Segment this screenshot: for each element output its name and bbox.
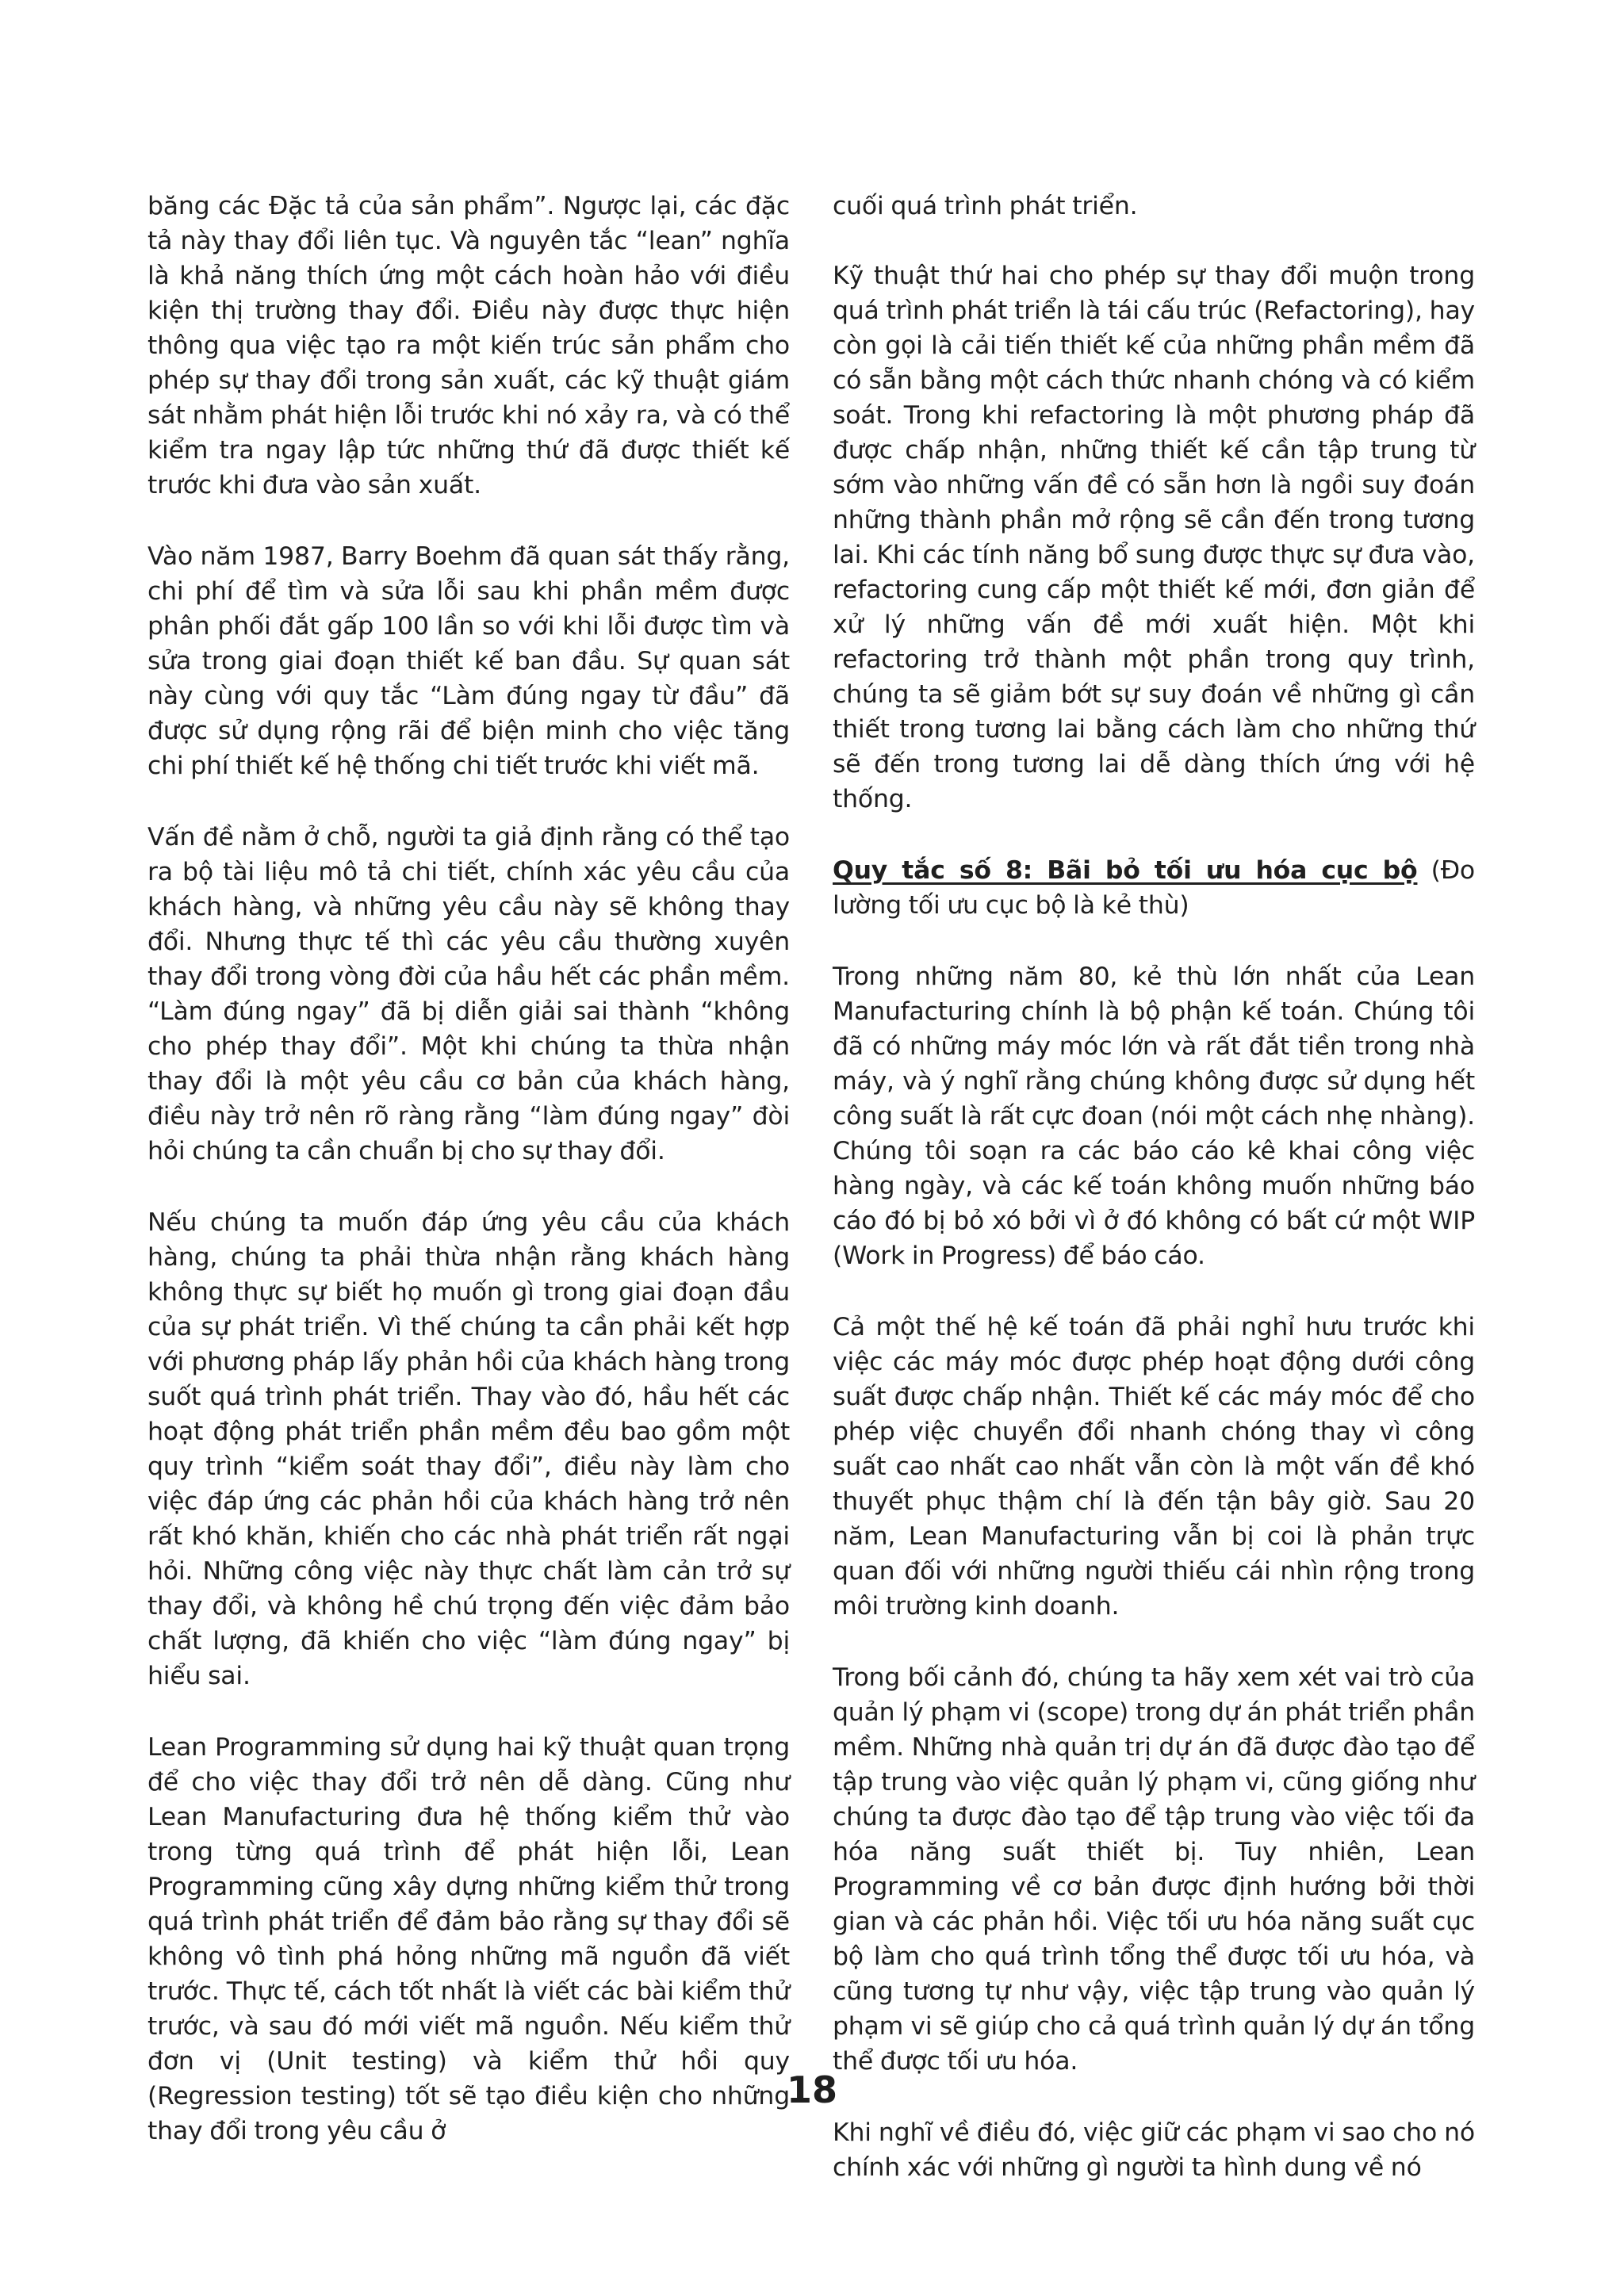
paragraph: băng các Đặc tả của sản phẩm”. Ngược lại, các đặc tả này thay đổi liên tục. Và nguyên tắc “lean” nghĩa là khả năng thích ứng một cách hoàn hảo với điều kiện thị trường thay đổi. Điều này được thực hiện thông qua việc tạo ra một kiến trúc sản phẩm cho phép sự thay đổi trong sản xuất, các kỹ thuật giám sát nhằm phát hiện lỗi trước khi nó xảy ra, và có thể kiểm tra ngay lập tức những thứ đã được thiết kế trước khi đưa vào sản xuất.	[147, 192, 790, 499]
left-column	[147, 189, 790, 2185]
paragraph: Khi nghĩ về điều đó, việc giữ các phạm vi sao cho nó chính xác với những gì người ta hình dung về nó	[833, 2118, 1475, 2182]
rule-subtitle: (Đo lường tối ưu cục bộ là kẻ thù)	[833, 856, 1476, 920]
paragraph: Vào năm 1987, Barry Boehm đã quan sát thấy rằng, chi phí để tìm và sửa lỗi sau khi phần mềm được phân phối đắt gấp 100 lần so với khi lỗi được tìm và sửa trong giai đoạn thiết kế ban đầu. Sự quan sát này cùng với quy tắc “Làm đúng ngay từ đầu” đã được sử dụng rộng rãi để biện minh cho việc tăng chi phí thiết kế hệ thống chi tiết trước khi viết mã.	[147, 542, 790, 780]
paragraph: Kỹ thuật thứ hai cho phép sự thay đổi muộn trong quá trình phát triển là tái cấu trúc (Refactoring), hay còn gọi là cải tiến thiết kế của những phần mềm đã có sẵn bằng một cách thức nhanh chóng và có kiểm soát. Trong khi refactoring là một phương pháp đã được chấp nhận, những thiết kế cần tập trung từ sớm vào những vấn đề có sẵn hơn là ngồi suy đoán những thành phần mở rộng sẽ cần đến trong tương lai. Khi các tính năng bổ sung được thực sự đưa vào, refactoring cung cấp một thiết kế mới, đơn giản để xử lý những vấn đề mới xuất hiện. Một khi refactoring trở thành một phần trong quy trình, chúng ta sẽ giảm bớt sự suy đoán về những gì cần thiết trong tương lai bằng cách làm cho những thứ sẽ đến trong tương lai dễ dàng thích ứng với hệ thống.	[833, 262, 1475, 813]
right-column	[833, 189, 1475, 2221]
paragraph: Nếu chúng ta muốn đáp ứng yêu cầu của khách hàng, chúng ta phải thừa nhận rằng khách hàng không thực sự biết họ muốn gì trong giai đoạn đầu của sự phát triển. Vì thế chúng ta cần phải kết hợp với phương pháp lấy phản hồi của khách hàng trong suốt quá trình phát triển. Thay vào đó, hầu hết các hoạt động phát triển phần mềm đều bao gồm một quy trình “kiểm soát thay đổi”, điều này làm cho việc đáp ứng các phản hồi của khách hàng trở nên rất khó khăn, khiến cho các nhà phát triển rất ngại hỏi. Những công việc này thực chất làm cản trở sự thay đổi, và không hề chú trọng đến việc đảm bảo chất lượng, đã khiến cho việc “làm đúng ngay” bị hiểu sai.	[147, 1208, 790, 1690]
paragraph: Vấn đề nằm ở chỗ, người ta giả định rằng có thể tạo ra bộ tài liệu mô tả chi tiết, chính xác yêu cầu của khách hàng, và những yêu cầu này sẽ không thay đổi. Nhưng thực tế thì các yêu cầu thường xuyên thay đổi trong vòng đời của hầu hết các phần mềm. “Làm đúng ngay” đã bị diễn giải sai thành “không cho phép thay đổi”. Một khi chúng ta thừa nhận thay đổi là một yêu cầu cơ bản của khách hàng, điều này trở nên rõ ràng rằng “làm đúng ngay” đòi hỏi chúng ta cần chuẩn bị cho sự thay đổi.	[147, 823, 790, 1165]
rule-title: Quy tắc số 8: Bãi bỏ tối ưu hóa cục bộ	[833, 856, 1418, 885]
rule-heading	[833, 853, 1475, 923]
paragraph: Lean Programming sử dụng hai kỹ thuật quan trọng để cho việc thay đổi trở nên dễ dàng. Cũng như Lean Manufacturing đưa hệ thống kiểm thử vào trong từng quá trình để phát hiện lỗi, Lean Programming cũng xây dựng những kiểm thử trong quá trình phát triển để đảm bảo rằng sự thay đổi sẽ không vô tình phá hỏng những mã nguồn đã viết trước. Thực tế, cách tốt nhất là viết các bài kiểm thử trước, và sau đó mới viết mã nguồn. Nếu kiểm thử đơn vị (Unit testing) và kiểm thử hồi quy (Regression testing) tốt sẽ tạo điều kiện cho những thay đổi trong yêu cầu ở	[147, 1733, 790, 2145]
paragraph: cuối quá trình phát triển.	[833, 192, 1138, 220]
paragraph: Trong bối cảnh đó, chúng ta hãy xem xét vai trò của quản lý phạm vi (scope) trong dự án phát triển phần mềm. Những nhà quản trị dự án đã được đào tạo để tập trung vào việc quản lý phạm vi, cũng giống như chúng ta được đào tạo để tập trung vào việc tối đa hóa năng suất thiết bị. Tuy nhiên, Lean Programming về cơ bản được định hướng bởi thời gian và các phản hồi. Việc tối ưu hóa năng suất cục bộ làm cho quá trình tổng thể được tối ưu hóa, và cũng tương tự như vậy, việc tập trung vào quản lý phạm vi sẽ giúp cho cả quá trình quản lý dự án tổng thể được tối ưu hóa.	[833, 1663, 1475, 2076]
paragraph: Trong những năm 80, kẻ thù lớn nhất của Lean Manufacturing chính là bộ phận kế toán. Chúng tôi đã có những máy móc lớn và rất đắt tiền trong nhà máy, và ý nghĩ rằng chúng không được sử dụng hết công suất là rất cực đoan (nói một cách nhẹ nhàng). Chúng tôi soạn ra các báo cáo kê khai công việc hàng ngày, và các kế toán không muốn những báo cáo đó bị bỏ xó bởi vì ở đó không có bất cứ một WIP (Work in Progress) để báo cáo.	[833, 962, 1475, 1270]
paragraph: Cả một thế hệ kế toán đã phải nghỉ hưu trước khi việc các máy móc được phép hoạt động dưới công suất được chấp nhận. Thiết kế các máy móc để cho phép việc chuyển đổi nhanh chóng thay vì công suất cao nhất cao nhất vẫn còn là một vấn đề khó thuyết phục thậm chí là đến tận bây giờ. Sau 20 năm, Lean Manufacturing vẫn bị coi là phản trực quan đối với những người thiếu cái nhìn rộng trong môi trường kinh doanh.	[833, 1313, 1475, 1621]
page-number: 18	[786, 2068, 837, 2111]
